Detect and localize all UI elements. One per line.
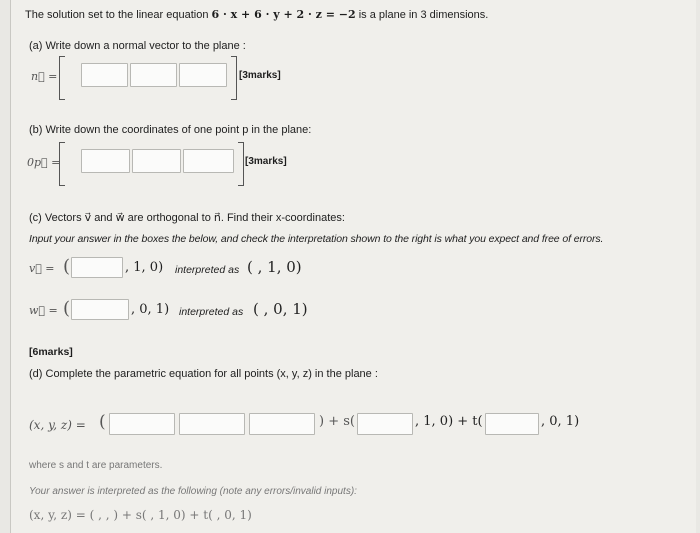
part-b-right-bracket bbox=[238, 142, 244, 186]
part-a-marks: [3marks] bbox=[239, 70, 281, 81]
part-d-box-x[interactable] bbox=[109, 413, 175, 435]
part-b-var: 0p⃗ = bbox=[27, 156, 61, 169]
part-a-box-1[interactable] bbox=[81, 63, 128, 87]
part-b-label: (b) Write down the coordinates of one point p in the plane: bbox=[29, 124, 312, 136]
question-panel bbox=[10, 0, 696, 533]
part-b-box-1[interactable] bbox=[81, 149, 130, 173]
part-a-label: (a) Write down a normal vector to the plane : bbox=[29, 40, 246, 52]
w-interp-label: interpreted as bbox=[179, 306, 244, 318]
part-d-interp-note: Your answer is interpreted as the following (note any errors/invalid inputs): bbox=[29, 486, 357, 497]
part-a-left-bracket bbox=[59, 56, 65, 100]
part-b-left-bracket bbox=[59, 142, 65, 186]
part-d-plus-s: ) + s( bbox=[319, 414, 355, 429]
intro-suffix: is a plane in 3 dimensions. bbox=[358, 9, 489, 21]
v-open-paren: ( bbox=[63, 256, 71, 277]
part-d-box-s[interactable] bbox=[357, 413, 413, 435]
part-d-lhs: (x, y, z) = bbox=[29, 418, 86, 432]
intro-line bbox=[25, 8, 488, 21]
part-d-box-y[interactable] bbox=[179, 413, 245, 435]
part-c-label: (c) Vectors v⃗ and w⃗ are orthogonal to n⃗. Find their x-coordinates: bbox=[29, 212, 345, 224]
w-open-paren: ( bbox=[63, 298, 71, 319]
part-d-box-t[interactable] bbox=[485, 413, 539, 435]
part-b-marks: [3marks] bbox=[245, 156, 287, 167]
v-suffix: , 1, 0) bbox=[125, 260, 164, 275]
v-var: v⃗ = bbox=[29, 262, 55, 275]
part-a-box-2[interactable] bbox=[130, 63, 177, 87]
v-interp-label: interpreted as bbox=[175, 264, 240, 276]
part-d-where: where s and t are parameters. bbox=[29, 460, 163, 471]
v-interp-value: ( , 1, 0) bbox=[247, 258, 302, 276]
w-suffix: , 0, 1) bbox=[131, 302, 170, 317]
w-interp-value: ( , 0, 1) bbox=[253, 300, 308, 318]
part-d-label: (d) Complete the parametric equation for all points (x, y, z) in the plane : bbox=[29, 368, 378, 380]
w-x-input[interactable] bbox=[71, 299, 129, 320]
part-a-var: n⃗ = bbox=[31, 70, 58, 83]
part-a-right-bracket bbox=[231, 56, 237, 100]
part-d-box-z[interactable] bbox=[249, 413, 315, 435]
w-var: w⃗ = bbox=[29, 304, 58, 317]
part-d-interp-value: (x, y, z) = ( , , ) + s( , 1, 0) + t( , 0, 1) bbox=[29, 508, 252, 522]
part-a-box-3[interactable] bbox=[179, 63, 227, 87]
part-d-open-paren: ( bbox=[99, 412, 106, 432]
part-b-box-3[interactable] bbox=[183, 149, 234, 173]
intro-equation: 6 · x + 6 · y + 2 · z = −2 bbox=[211, 8, 356, 21]
v-x-input[interactable] bbox=[71, 257, 123, 278]
intro-text: The solution set to the linear equation bbox=[25, 9, 209, 21]
part-d-mid: , 1, 0) + t( bbox=[415, 414, 483, 429]
part-d-end: , 0, 1) bbox=[541, 414, 580, 429]
part-c-marks: [6marks] bbox=[29, 346, 73, 358]
part-c-instruction: Input your answer in the boxes the below, and check the interpretation shown to the right is what you expect and free of errors. bbox=[29, 233, 604, 245]
part-b-box-2[interactable] bbox=[132, 149, 181, 173]
